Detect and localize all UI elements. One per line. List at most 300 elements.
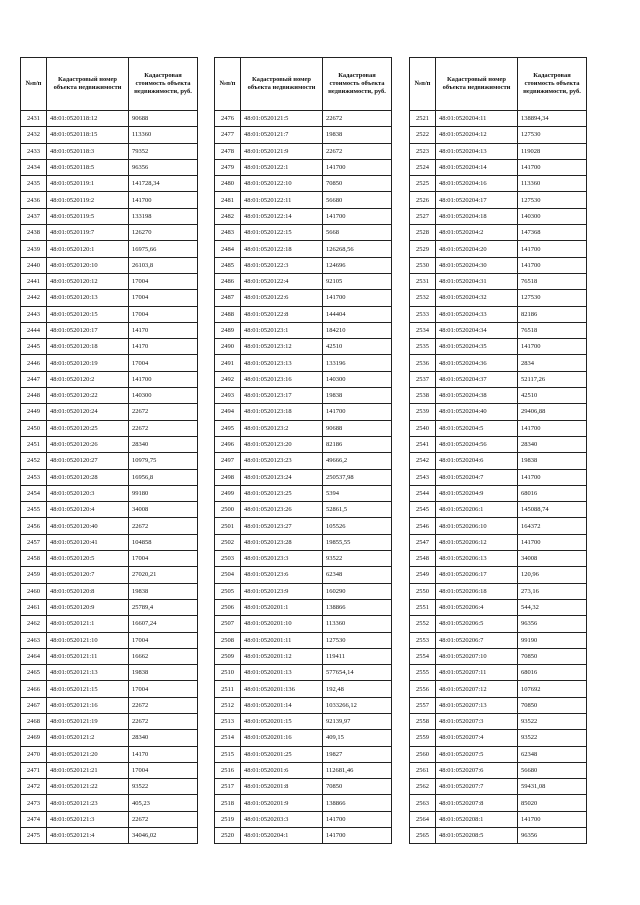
cadastral-cost: 96356 <box>129 159 198 175</box>
cadastral-number: 48:01:0520207:12 <box>436 681 518 697</box>
cadastral-number: 48:01:0520121:7 <box>241 127 323 143</box>
cadastral-number: 48:01:0520122:14 <box>241 208 323 224</box>
cadastral-cost: 99180 <box>129 485 198 501</box>
cadastral-cost: 22672 <box>129 811 198 827</box>
cadastral-cost: 133198 <box>129 208 198 224</box>
cadastral-number: 48:01:0520123:9 <box>241 583 323 599</box>
cadastral-number: 48:01:0520207:13 <box>436 697 518 713</box>
cadastral-cost: 28340 <box>518 436 587 452</box>
table-row <box>215 453 392 469</box>
row-number: 2468 <box>21 713 47 729</box>
cadastral-cost: 19838 <box>518 453 587 469</box>
row-number: 2489 <box>215 322 241 338</box>
cadastral-cost: 96356 <box>518 616 587 632</box>
table-row <box>21 583 198 599</box>
table-row <box>215 339 392 355</box>
cadastral-number: 48:01:0520120:12 <box>47 273 129 289</box>
cadastral-number: 48:01:0520204:5 <box>436 420 518 436</box>
row-number: 2540 <box>410 420 436 436</box>
table-row <box>410 518 587 534</box>
cadastral-cost: 544,32 <box>518 599 587 615</box>
table-row <box>21 648 198 664</box>
cadastral-cost: 113360 <box>518 176 587 192</box>
cadastral-number: 48:01:0520204:14 <box>436 159 518 175</box>
cadastral-cost: 93522 <box>518 713 587 729</box>
row-number: 2449 <box>21 404 47 420</box>
cadastral-number: 48:01:0520208:1 <box>436 811 518 827</box>
row-number: 2443 <box>21 306 47 322</box>
cadastral-number: 48:01:0520123:1 <box>241 322 323 338</box>
table-header-row <box>410 58 587 111</box>
row-number: 2446 <box>21 355 47 371</box>
cadastral-cost: 2834 <box>518 355 587 371</box>
cadastral-number: 48:01:0520121:9 <box>241 143 323 159</box>
table-row <box>21 551 198 567</box>
cadastral-number: 48:01:0520204:37 <box>436 371 518 387</box>
cadastral-cost: 127530 <box>518 290 587 306</box>
cadastral-cost: 141700 <box>518 469 587 485</box>
table-row <box>410 388 587 404</box>
table-row <box>215 648 392 664</box>
cadastral-cost: 28340 <box>129 730 198 746</box>
cadastral-number: 48:01:0520120:24 <box>47 404 129 420</box>
table-row <box>410 404 587 420</box>
header-num: №п/п <box>21 58 47 111</box>
row-number: 2475 <box>21 828 47 844</box>
cadastral-cost: 577654,14 <box>323 665 392 681</box>
table-row <box>410 469 587 485</box>
row-number: 2507 <box>215 616 241 632</box>
cadastral-number: 48:01:0520120:10 <box>47 257 129 273</box>
cadastral-number: 48:01:0520122:11 <box>241 192 323 208</box>
cadastral-number: 48:01:0520121:23 <box>47 795 129 811</box>
table-row <box>215 713 392 729</box>
row-number: 2442 <box>21 290 47 306</box>
table-row <box>410 665 587 681</box>
cadastral-number: 48:01:0520204:38 <box>436 388 518 404</box>
row-number: 2477 <box>215 127 241 143</box>
table-row <box>21 404 198 420</box>
table-header-row <box>21 58 198 111</box>
table-row <box>21 746 198 762</box>
cadastral-number: 48:01:0520120:19 <box>47 355 129 371</box>
table-row <box>410 322 587 338</box>
row-number: 2435 <box>21 176 47 192</box>
cadastral-number: 48:01:0520122:1 <box>241 159 323 175</box>
cadastral-number: 48:01:0520204:56 <box>436 436 518 452</box>
cadastral-number: 48:01:0520123:16 <box>241 371 323 387</box>
cadastral-number: 48:01:0520204:1 <box>241 828 323 844</box>
cadastral-number: 48:01:0520123:18 <box>241 404 323 420</box>
cadastral-number: 48:01:0520121:10 <box>47 632 129 648</box>
cadastral-number: 48:01:0520204:16 <box>436 176 518 192</box>
cadastral-cost: 17004 <box>129 290 198 306</box>
cadastral-cost: 113360 <box>129 127 198 143</box>
row-number: 2531 <box>410 273 436 289</box>
table-row <box>21 241 198 257</box>
cadastral-cost: 59431,08 <box>518 779 587 795</box>
cadastral-cost: 17004 <box>129 681 198 697</box>
cadastral-number: 48:01:0520119:7 <box>47 225 129 241</box>
table-row <box>215 632 392 648</box>
row-number: 2563 <box>410 795 436 811</box>
cadastral-number: 48:01:0520122:3 <box>241 257 323 273</box>
row-number: 2457 <box>21 534 47 550</box>
cadastral-cost: 107692 <box>518 681 587 697</box>
cadastral-number: 48:01:0520201:136 <box>241 681 323 697</box>
row-number: 2541 <box>410 436 436 452</box>
cadastral-cost: 16956,8 <box>129 469 198 485</box>
cadastral-cost: 17004 <box>129 306 198 322</box>
row-number: 2440 <box>21 257 47 273</box>
cadastral-number: 48:01:0520206:18 <box>436 583 518 599</box>
row-number: 2465 <box>21 665 47 681</box>
cadastral-cost: 14170 <box>129 322 198 338</box>
row-number: 2558 <box>410 713 436 729</box>
cadastral-number: 48:01:0520207:5 <box>436 746 518 762</box>
cadastral-cost: 62348 <box>323 567 392 583</box>
cadastral-number: 48:01:0520201:10 <box>241 616 323 632</box>
table-row <box>410 648 587 664</box>
row-number: 2481 <box>215 192 241 208</box>
row-number: 2564 <box>410 811 436 827</box>
table-row <box>215 583 392 599</box>
table-row <box>215 225 392 241</box>
table-row <box>21 779 198 795</box>
cadastral-cost: 105526 <box>323 518 392 534</box>
row-number: 2544 <box>410 485 436 501</box>
cadastral-cost: 52861,5 <box>323 502 392 518</box>
table-row <box>410 192 587 208</box>
table-row <box>215 388 392 404</box>
cadastral-cost: 92139,97 <box>323 713 392 729</box>
cadastral-cost: 17004 <box>129 551 198 567</box>
table-row <box>21 192 198 208</box>
cadastral-number: 48:01:0520119:2 <box>47 192 129 208</box>
row-number: 2466 <box>21 681 47 697</box>
row-number: 2456 <box>21 518 47 534</box>
table-row <box>215 436 392 452</box>
cadastral-table-1 <box>20 57 198 844</box>
row-number: 2508 <box>215 632 241 648</box>
table-row <box>21 436 198 452</box>
header-num: №п/п <box>215 58 241 111</box>
table-row <box>215 290 392 306</box>
table-row <box>410 111 587 127</box>
cadastral-number: 48:01:0520120:28 <box>47 469 129 485</box>
table-row <box>215 257 392 273</box>
cadastral-number: 48:01:0520204:30 <box>436 257 518 273</box>
row-number: 2474 <box>21 811 47 827</box>
row-number: 2520 <box>215 828 241 844</box>
cadastral-number: 48:01:0520207:6 <box>436 762 518 778</box>
table-row <box>410 534 587 550</box>
table-row <box>215 795 392 811</box>
row-number: 2499 <box>215 485 241 501</box>
row-number: 2542 <box>410 453 436 469</box>
cadastral-cost: 141700 <box>518 811 587 827</box>
table-row <box>410 795 587 811</box>
cadastral-number: 48:01:0520119:1 <box>47 176 129 192</box>
table-row <box>410 225 587 241</box>
row-number: 2480 <box>215 176 241 192</box>
row-number: 2502 <box>215 534 241 550</box>
row-number: 2521 <box>410 111 436 127</box>
cadastral-number: 48:01:0520204:13 <box>436 143 518 159</box>
row-number: 2497 <box>215 453 241 469</box>
row-number: 2524 <box>410 159 436 175</box>
row-number: 2553 <box>410 632 436 648</box>
row-number: 2444 <box>21 322 47 338</box>
row-number: 2517 <box>215 779 241 795</box>
table-row <box>21 665 198 681</box>
row-number: 2439 <box>21 241 47 257</box>
cadastral-cost: 250537,98 <box>323 469 392 485</box>
cadastral-number: 48:01:0520207:4 <box>436 730 518 746</box>
cadastral-cost: 141700 <box>323 159 392 175</box>
cadastral-cost: 96356 <box>518 828 587 844</box>
cadastral-cost: 22672 <box>323 111 392 127</box>
cadastral-number: 48:01:0520120:15 <box>47 306 129 322</box>
row-number: 2438 <box>21 225 47 241</box>
cadastral-cost: 22672 <box>129 697 198 713</box>
cadastral-number: 48:01:0520120:1 <box>47 241 129 257</box>
cadastral-cost: 62348 <box>518 746 587 762</box>
cadastral-number: 48:01:0520204:12 <box>436 127 518 143</box>
cadastral-cost: 140300 <box>323 371 392 387</box>
table-row <box>215 322 392 338</box>
cadastral-number: 48:01:0520120:22 <box>47 388 129 404</box>
cadastral-cost: 19827 <box>323 746 392 762</box>
cadastral-cost: 141700 <box>518 257 587 273</box>
row-number: 2552 <box>410 616 436 632</box>
table-row <box>21 616 198 632</box>
cadastral-number: 48:01:0520201:12 <box>241 648 323 664</box>
cadastral-number: 48:01:0520123:25 <box>241 485 323 501</box>
table-row <box>410 746 587 762</box>
cadastral-number: 48:01:0520120:17 <box>47 322 129 338</box>
cadastral-number: 48:01:0520204:9 <box>436 485 518 501</box>
table-row <box>410 697 587 713</box>
cadastral-number: 48:01:0520120:4 <box>47 502 129 518</box>
cadastral-number: 48:01:0520201:16 <box>241 730 323 746</box>
cadastral-cost: 76518 <box>518 273 587 289</box>
cadastral-cost: 405,23 <box>129 795 198 811</box>
row-number: 2525 <box>410 176 436 192</box>
table-row <box>410 713 587 729</box>
cadastral-cost: 138866 <box>323 795 392 811</box>
cadastral-cost: 19838 <box>323 388 392 404</box>
cadastral-cost: 141700 <box>518 420 587 436</box>
row-number: 2536 <box>410 355 436 371</box>
row-number: 2432 <box>21 127 47 143</box>
row-number: 2467 <box>21 697 47 713</box>
row-number: 2529 <box>410 241 436 257</box>
table-row <box>410 257 587 273</box>
table-row <box>21 502 198 518</box>
cadastral-cost: 409,15 <box>323 730 392 746</box>
cadastral-cost: 10979,75 <box>129 453 198 469</box>
cadastral-number: 48:01:0520206:17 <box>436 567 518 583</box>
cadastral-number: 48:01:0520207:8 <box>436 795 518 811</box>
table-row <box>215 404 392 420</box>
row-number: 2537 <box>410 371 436 387</box>
cadastral-cost: 42510 <box>323 339 392 355</box>
row-number: 2534 <box>410 322 436 338</box>
row-number: 2434 <box>21 159 47 175</box>
row-number: 2484 <box>215 241 241 257</box>
cadastral-number: 48:01:0520123:24 <box>241 469 323 485</box>
cadastral-cost: 141700 <box>323 404 392 420</box>
table-row <box>21 420 198 436</box>
cadastral-number: 48:01:0520122:18 <box>241 241 323 257</box>
cadastral-number: 48:01:0520120:27 <box>47 453 129 469</box>
row-number: 2535 <box>410 339 436 355</box>
cadastral-number: 48:01:0520120:13 <box>47 290 129 306</box>
table-row <box>21 371 198 387</box>
table-row <box>410 208 587 224</box>
cadastral-number: 48:01:0520201:25 <box>241 746 323 762</box>
table-row <box>215 746 392 762</box>
row-number: 2519 <box>215 811 241 827</box>
cadastral-number: 48:01:0520122:8 <box>241 306 323 322</box>
row-number: 2513 <box>215 713 241 729</box>
table-row <box>410 127 587 143</box>
table-row <box>215 828 392 844</box>
cadastral-number: 48:01:0520207:11 <box>436 665 518 681</box>
row-number: 2530 <box>410 257 436 273</box>
table-row <box>410 762 587 778</box>
row-number: 2562 <box>410 779 436 795</box>
row-number: 2473 <box>21 795 47 811</box>
cadastral-cost: 79352 <box>129 143 198 159</box>
table-row <box>410 567 587 583</box>
cadastral-cost: 22672 <box>129 420 198 436</box>
row-number: 2493 <box>215 388 241 404</box>
table-row <box>410 371 587 387</box>
cadastral-number: 48:01:0520206:7 <box>436 632 518 648</box>
row-number: 2532 <box>410 290 436 306</box>
cadastral-number: 48:01:0520121:15 <box>47 681 129 697</box>
cadastral-number: 48:01:0520204:6 <box>436 453 518 469</box>
table-row <box>21 273 198 289</box>
table-row <box>21 681 198 697</box>
cadastral-number: 48:01:0520122:6 <box>241 290 323 306</box>
cadastral-cost: 70850 <box>518 648 587 664</box>
cadastral-number: 48:01:0520123:26 <box>241 502 323 518</box>
row-number: 2495 <box>215 420 241 436</box>
table-row <box>21 518 198 534</box>
row-number: 2543 <box>410 469 436 485</box>
table-row <box>21 225 198 241</box>
cadastral-number: 48:01:0520121:22 <box>47 779 129 795</box>
table-row <box>215 420 392 436</box>
table-row <box>410 159 587 175</box>
cadastral-number: 48:01:0520118:3 <box>47 143 129 159</box>
header-cadastral-cost: Кадастровая стоимость объекта недвижимости, руб. <box>323 58 392 111</box>
cadastral-number: 48:01:0520123:28 <box>241 534 323 550</box>
table-row <box>215 469 392 485</box>
cadastral-number: 48:01:0520206:5 <box>436 616 518 632</box>
row-number: 2436 <box>21 192 47 208</box>
table-row <box>410 436 587 452</box>
row-number: 2472 <box>21 779 47 795</box>
row-number: 2515 <box>215 746 241 762</box>
cadastral-number: 48:01:0520123:17 <box>241 388 323 404</box>
cadastral-cost: 141700 <box>129 371 198 387</box>
table-row <box>21 143 198 159</box>
table-row <box>410 681 587 697</box>
row-number: 2512 <box>215 697 241 713</box>
cadastral-number: 48:01:0520201:9 <box>241 795 323 811</box>
cadastral-cost: 76518 <box>518 322 587 338</box>
cadastral-number: 48:01:0520120:2 <box>47 371 129 387</box>
row-number: 2556 <box>410 681 436 697</box>
table-row <box>410 811 587 827</box>
cadastral-cost: 68016 <box>518 665 587 681</box>
cadastral-cost: 133196 <box>323 355 392 371</box>
cadastral-cost: 141700 <box>518 159 587 175</box>
row-number: 2557 <box>410 697 436 713</box>
cadastral-number: 48:01:0520201:1 <box>241 599 323 615</box>
row-number: 2452 <box>21 453 47 469</box>
row-number: 2451 <box>21 436 47 452</box>
cadastral-number: 48:01:0520204:2 <box>436 225 518 241</box>
row-number: 2505 <box>215 583 241 599</box>
table-row <box>21 567 198 583</box>
row-number: 2545 <box>410 502 436 518</box>
cadastral-number: 48:01:0520122:10 <box>241 176 323 192</box>
table-row <box>21 127 198 143</box>
cadastral-cost: 19838 <box>129 583 198 599</box>
table-row <box>215 730 392 746</box>
cadastral-number: 48:01:0520207:7 <box>436 779 518 795</box>
cadastral-number: 48:01:0520120:7 <box>47 567 129 583</box>
cadastral-number: 48:01:0520201:14 <box>241 697 323 713</box>
cadastral-number: 48:01:0520201:11 <box>241 632 323 648</box>
cadastral-cost: 140300 <box>518 208 587 224</box>
table-row <box>410 355 587 371</box>
cadastral-number: 48:01:0520121:4 <box>47 828 129 844</box>
cadastral-cost: 127530 <box>323 632 392 648</box>
table-row <box>21 322 198 338</box>
cadastral-cost: 184210 <box>323 322 392 338</box>
table-row <box>215 665 392 681</box>
table-row <box>215 273 392 289</box>
table-row <box>21 795 198 811</box>
cadastral-cost: 28340 <box>129 436 198 452</box>
row-number: 2554 <box>410 648 436 664</box>
table-row <box>410 599 587 615</box>
row-number: 2559 <box>410 730 436 746</box>
cadastral-cost: 82186 <box>518 306 587 322</box>
table-row <box>21 469 198 485</box>
table-row <box>410 583 587 599</box>
row-number: 2461 <box>21 599 47 615</box>
cadastral-cost: 17004 <box>129 355 198 371</box>
cadastral-cost: 42510 <box>518 388 587 404</box>
cadastral-table-3 <box>409 57 587 844</box>
table-row <box>21 762 198 778</box>
row-number: 2527 <box>410 208 436 224</box>
table-row <box>21 355 198 371</box>
row-number: 2458 <box>21 551 47 567</box>
cadastral-number: 48:01:0520120:26 <box>47 436 129 452</box>
table-row <box>215 485 392 501</box>
cadastral-cost: 119411 <box>323 648 392 664</box>
cadastral-cost: 164372 <box>518 518 587 534</box>
table-row <box>215 534 392 550</box>
